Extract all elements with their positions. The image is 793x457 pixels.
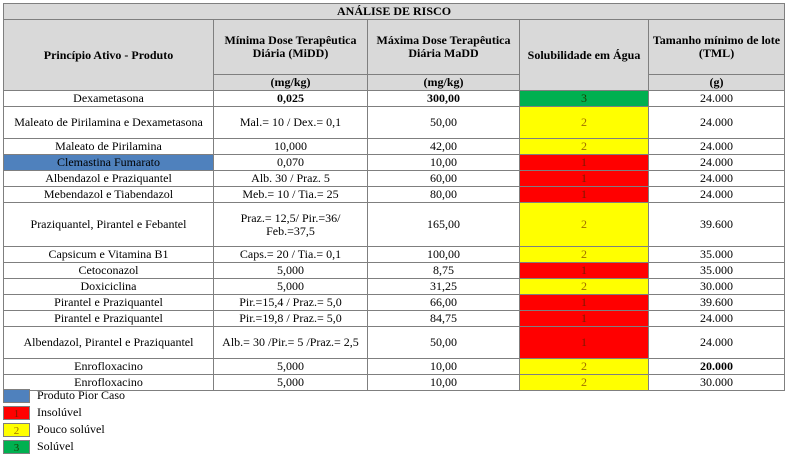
cell-midd: 5,000 (214, 279, 368, 295)
cell-tml: 35.000 (649, 247, 785, 263)
cell-madd: 300,00 (368, 91, 520, 107)
table-row (4, 155, 785, 171)
cell-madd: 50,00 (368, 107, 520, 139)
cell-madd: 10,00 (368, 359, 520, 375)
cell-solubility: 1 (520, 155, 649, 171)
table-row (4, 279, 785, 295)
cell-solubility: 2 (520, 139, 649, 155)
cell-midd: 0,025 (214, 91, 368, 107)
table-row (4, 139, 785, 155)
table-row (4, 359, 785, 375)
cell-product: Cetoconazol (4, 263, 214, 279)
legend-item-worst-case (3, 387, 125, 404)
table-row (4, 107, 785, 139)
cell-madd: 80,00 (368, 187, 520, 203)
cell-solubility: 3 (520, 91, 649, 107)
legend-label: Pouco solúvel (37, 422, 105, 436)
cell-midd: 0,070 (214, 155, 368, 171)
cell-madd: 8,75 (368, 263, 520, 279)
table-row (4, 263, 785, 279)
unit-tml: (g) (649, 75, 785, 91)
header-midd: Mínima Dose Terapêutica Diária (MiDD) (214, 20, 368, 75)
legend-swatch: 3 (3, 440, 30, 454)
cell-madd: 50,00 (368, 327, 520, 359)
cell-product: Mebendazol e Tiabendazol (4, 187, 214, 203)
table-row (4, 91, 785, 107)
cell-midd: Pir.=19,8 / Praz.= 5,0 (214, 311, 368, 327)
cell-madd: 42,00 (368, 139, 520, 155)
cell-midd: Caps.= 20 / Tia.= 0,1 (214, 247, 368, 263)
cell-tml: 24.000 (649, 139, 785, 155)
table-row (4, 187, 785, 203)
cell-product: Dexametasona (4, 91, 214, 107)
cell-madd: 10,00 (368, 155, 520, 171)
cell-tml: 24.000 (649, 187, 785, 203)
cell-midd: Meb.= 10 / Tia.= 25 (214, 187, 368, 203)
legend-swatch: 2 (3, 423, 30, 437)
cell-product: Maleato de Pirilamina (4, 139, 214, 155)
legend-label: Produto Pior Caso (37, 388, 126, 402)
cell-product: Albendazol e Praziquantel (4, 171, 214, 187)
table-row (4, 311, 785, 327)
cell-tml: 24.000 (649, 107, 785, 139)
risk-analysis-table (3, 3, 785, 391)
cell-product: Enrofloxacino (4, 375, 214, 391)
cell-midd: Alb.= 30 /Pir.= 5 /Praz.= 2,5 (214, 327, 368, 359)
legend-swatch (3, 389, 30, 403)
cell-tml: 30.000 (649, 279, 785, 295)
header-tml: Tamanho mínimo de lote (TML) (649, 20, 785, 75)
cell-madd: 100,00 (368, 247, 520, 263)
cell-solubility: 2 (520, 203, 649, 247)
cell-product: Enrofloxacino (4, 359, 214, 375)
cell-solubility: 1 (520, 187, 649, 203)
cell-solubility: 1 (520, 311, 649, 327)
cell-solubility: 1 (520, 171, 649, 187)
cell-tml: 24.000 (649, 171, 785, 187)
cell-solubility: 2 (520, 279, 649, 295)
cell-madd: 10,00 (368, 375, 520, 391)
header-product: Princípio Ativo - Produto (4, 20, 214, 91)
cell-tml: 30.000 (649, 375, 785, 391)
legend-label: Solúvel (37, 439, 74, 453)
cell-midd: Praz.= 12,5/ Pir.=36/ Feb.=37,5 (214, 203, 368, 247)
cell-solubility: 1 (520, 263, 649, 279)
cell-tml: 24.000 (649, 327, 785, 359)
unit-madd: (mg/kg) (368, 75, 520, 91)
cell-product: Praziquantel, Pirantel e Febantel (4, 203, 214, 247)
cell-product: Albendazol, Pirantel e Praziquantel (4, 327, 214, 359)
cell-madd: 165,00 (368, 203, 520, 247)
cell-solubility: 2 (520, 107, 649, 139)
cell-midd: 5,000 (214, 375, 368, 391)
cell-solubility: 2 (520, 247, 649, 263)
cell-midd: Mal.= 10 / Dex.= 0,1 (214, 107, 368, 139)
cell-solubility: 2 (520, 375, 649, 391)
cell-midd: 5,000 (214, 359, 368, 375)
cell-midd: 5,000 (214, 263, 368, 279)
cell-product-worst-case: Clemastina Fumarato (4, 155, 214, 171)
cell-product: Pirantel e Praziquantel (4, 295, 214, 311)
cell-product: Doxiciclina (4, 279, 214, 295)
risk-analysis-table-wrapper (3, 3, 784, 391)
cell-tml: 20.000 (649, 359, 785, 375)
cell-midd: Pir.=15,4 / Praz.= 5,0 (214, 295, 368, 311)
header-solubility: Solubilidade em Água (520, 20, 649, 91)
cell-product: Capsicum e Vitamina B1 (4, 247, 214, 263)
legend (3, 387, 125, 455)
cell-solubility: 1 (520, 327, 649, 359)
legend-swatch: 1 (3, 406, 30, 420)
cell-solubility: 2 (520, 359, 649, 375)
cell-product: Pirantel e Praziquantel (4, 311, 214, 327)
header-madd: Máxima Dose Terapêutica Diária MaDD (368, 20, 520, 75)
cell-tml: 24.000 (649, 155, 785, 171)
legend-item-slightly-soluble (3, 421, 125, 438)
cell-tml: 39.600 (649, 295, 785, 311)
cell-tml: 39.600 (649, 203, 785, 247)
cell-tml: 24.000 (649, 311, 785, 327)
table-row (4, 203, 785, 247)
cell-product: Maleato de Pirilamina e Dexametasona (4, 107, 214, 139)
table-row (4, 327, 785, 359)
cell-solubility: 1 (520, 295, 649, 311)
table-row (4, 295, 785, 311)
table-title: ANÁLISE DE RISCO (4, 4, 785, 20)
cell-midd: Alb. 30 / Praz. 5 (214, 171, 368, 187)
cell-madd: 31,25 (368, 279, 520, 295)
legend-item-insoluble (3, 404, 125, 421)
cell-madd: 66,00 (368, 295, 520, 311)
table-row (4, 171, 785, 187)
cell-madd: 60,00 (368, 171, 520, 187)
table-row (4, 247, 785, 263)
cell-midd: 10,000 (214, 139, 368, 155)
cell-tml: 35.000 (649, 263, 785, 279)
unit-midd: (mg/kg) (214, 75, 368, 91)
legend-label: Insolúvel (37, 405, 82, 419)
cell-tml: 24.000 (649, 91, 785, 107)
cell-madd: 84,75 (368, 311, 520, 327)
legend-item-soluble (3, 438, 125, 455)
